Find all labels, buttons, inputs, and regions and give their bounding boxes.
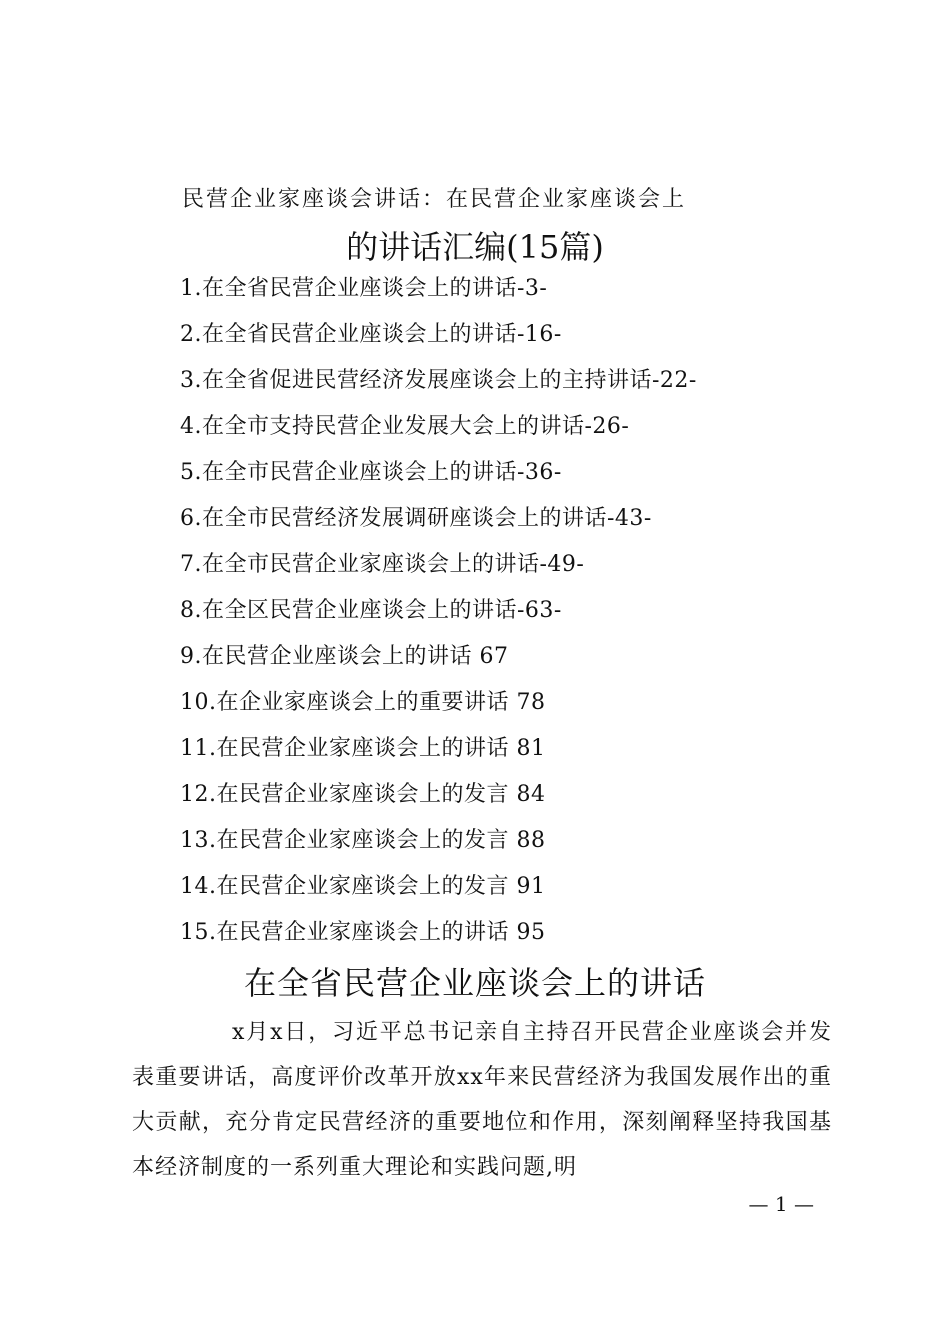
document-title-line-2: 的讲话汇编(15篇) [346,228,604,266]
toc-item: 12.在民营企业家座谈会上的发言 84 [180,782,546,807]
toc-item: 8.在全区民营企业座谈会上的讲话-63- [180,598,562,623]
toc-item: 2.在全省民营企业座谈会上的讲话-16- [180,322,562,347]
page-number: — 1 — [748,1192,814,1216]
toc-item: 5.在全市民营企业座谈会上的讲话-36- [180,460,562,485]
toc-item: 4.在全市支持民营企业发展大会上的讲话-26- [180,414,630,439]
toc-item: 14.在民营企业家座谈会上的发言 91 [180,874,546,899]
toc-item: 11.在民营企业家座谈会上的讲话 81 [180,736,546,761]
toc-item: 6.在全市民营经济发展调研座谈会上的讲话-43- [180,506,652,531]
body-paragraph: x月x日，习近平总书记亲自主持召开民营企业座谈会并发表重要讲话，高度评价改革开放xx年来民营经济为我国发展作出的重大贡献，充分肯定民营经济的重要地位和作用，深刻阐释坚持我国基本经济制度的一系列重大理论和实践问题,明 [132,1020,832,1180]
document-title-line-1: 民营企业家座谈会讲话：在民营企业家座谈会上 [182,187,687,212]
toc-item: 9.在民营企业座谈会上的讲话 67 [180,644,509,669]
toc-item: 3.在全省促进民营经济发展座谈会上的主持讲话-22- [180,368,697,393]
section-heading: 在全省民营企业座谈会上的讲话 [243,964,706,1002]
toc-item: 13.在民营企业家座谈会上的发言 88 [180,828,546,853]
toc-item: 1.在全省民营企业座谈会上的讲话-3- [180,276,548,301]
toc-item: 15.在民营企业家座谈会上的讲话 95 [180,920,546,945]
table-of-contents [180,275,697,965]
toc-item: 7.在全市民营企业家座谈会上的讲话-49- [180,552,585,577]
toc-item: 10.在企业家座谈会上的重要讲话 78 [180,690,546,715]
